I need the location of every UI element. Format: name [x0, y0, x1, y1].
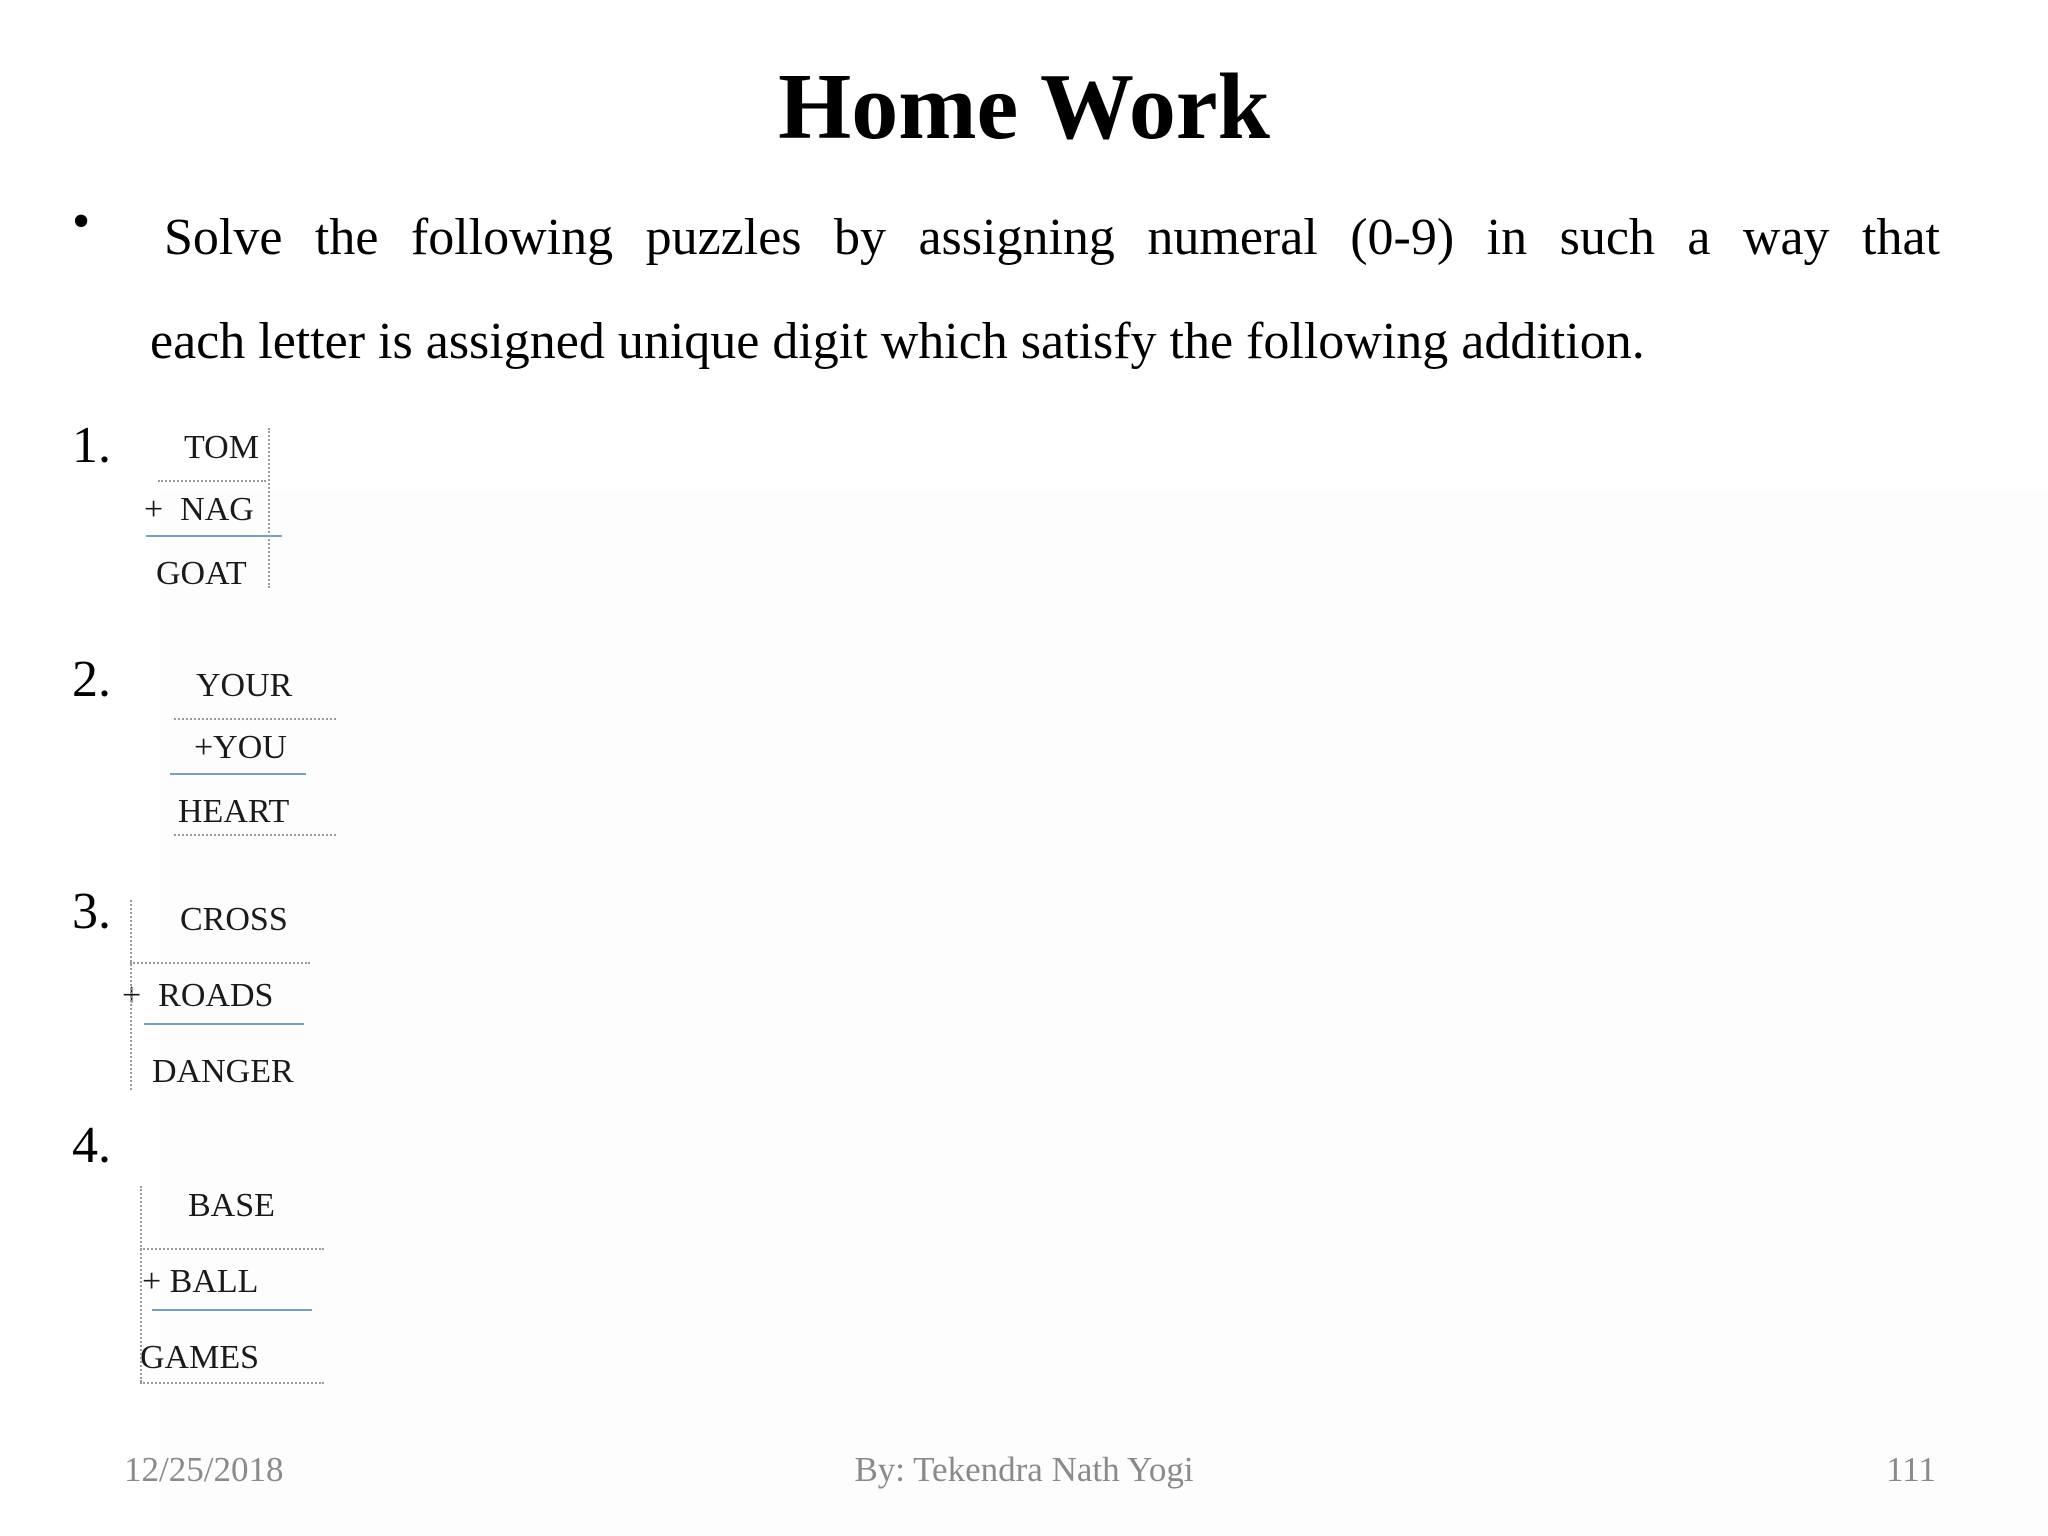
puzzle-number: 1. — [72, 417, 111, 474]
puzzle-sum: GAMES — [140, 1339, 260, 1376]
dotted-guide — [130, 900, 134, 1090]
puzzle-addend-1: CROSS — [180, 901, 288, 938]
dotted-guide — [140, 1186, 144, 1382]
puzzle-number: 3. — [72, 883, 111, 940]
footer-author: By: Tekendra Nath Yogi — [854, 1450, 1194, 1489]
bullet-icon: • — [72, 193, 91, 250]
dotted-guide — [130, 962, 310, 966]
instruction-line-1: Solve the following puzzles by assigning numeral (0-9) in such a way that — [164, 209, 1940, 266]
sum-rule — [144, 1023, 304, 1025]
puzzle-addend-1: TOM — [184, 429, 259, 466]
puzzle-addend-1: YOUR — [196, 667, 293, 704]
puzzle-addend-2: + BALL — [142, 1263, 259, 1300]
puzzle-sum: DANGER — [152, 1053, 294, 1090]
puzzle-1 — [140, 428, 300, 598]
dotted-guide — [174, 834, 336, 838]
puzzle-number: 4. — [72, 1117, 111, 1174]
puzzle-addend-1: BASE — [188, 1187, 275, 1224]
puzzle-4 — [138, 1186, 338, 1386]
puzzle-2 — [170, 666, 350, 846]
dotted-guide — [140, 1382, 324, 1386]
footer-date: 12/25/2018 — [124, 1450, 284, 1489]
puzzle-3 — [122, 900, 322, 1100]
slide-title: Home Work — [778, 55, 1270, 159]
sum-rule — [170, 773, 306, 775]
footer-page-number: 111 — [1886, 1450, 1936, 1489]
dotted-guide — [268, 428, 272, 588]
instruction-line-2: each letter is assigned unique digit which satisfy the following addition. — [150, 313, 1645, 370]
dotted-guide — [174, 718, 336, 722]
sum-rule — [146, 535, 282, 537]
dotted-guide — [140, 1248, 324, 1252]
puzzle-addend-2: + ROADS — [122, 977, 274, 1014]
instruction-paragraph — [150, 186, 1940, 394]
sum-rule — [152, 1309, 312, 1311]
puzzle-sum: GOAT — [156, 555, 247, 592]
puzzle-number: 2. — [72, 651, 111, 708]
puzzle-addend-2: + NAG — [144, 491, 254, 528]
puzzle-addend-2: +YOU — [194, 729, 287, 766]
dotted-guide — [158, 480, 266, 484]
background-panel — [160, 490, 2048, 1536]
puzzle-sum: HEART — [178, 793, 290, 830]
